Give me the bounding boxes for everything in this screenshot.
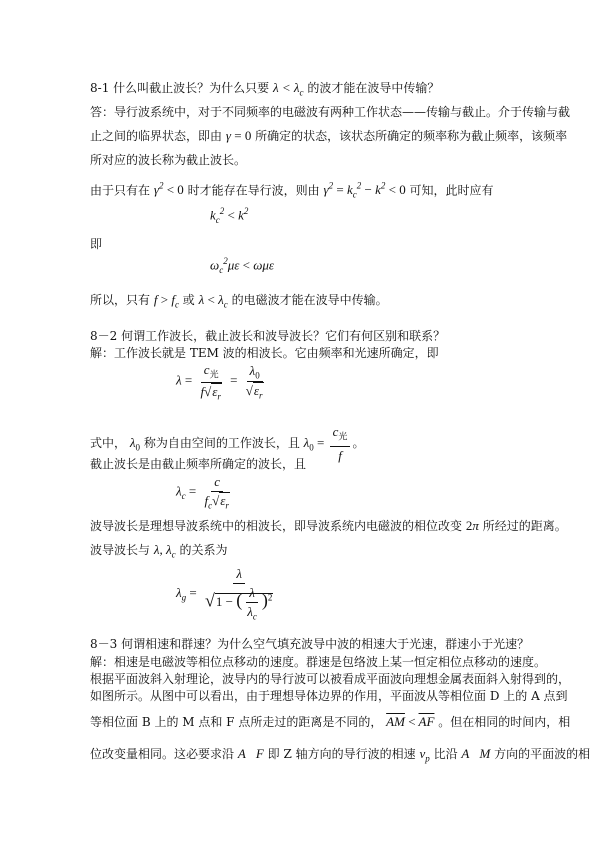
q2-answer-line-4: 波导波长是理想导波系统中的相波长，即导波系统内电磁波的相位改变 2π 所经过的距离。 [90, 518, 567, 533]
q3-title: 8－3 何谓相速和群速？为什么空气填充波导中波的相速大于光速，群速小于光速？ [90, 637, 530, 651]
equation-kc-lt-k: $k_c^2 < k^2$ [210, 206, 249, 225]
q2-answer-line-1: 解：工作波长就是 TEM 波的相波长。它由频率和光速所确定，即 [90, 346, 439, 360]
equation-omega: $\omega_c^2\mu\varepsilon < \omega\mu\varepsilon$ [210, 256, 275, 275]
q2-answer-line-5: 波导波长与 λ, $\lambda_c$ 的关系为 [90, 542, 228, 560]
q3-answer-line-2: 根据平面波斜入射理论，波导内的导行波可以被看成平面波向理想金属表面斜入射得到的， [90, 672, 571, 686]
equation-lambda-c: $\lambda_c$ = $\frac{c}{f_c√\varepsilon_r}$ [176, 474, 229, 511]
q2-answer-line-2: 式中， $\lambda_0$ 称为自由空间的工作波长，且 $\lambda_0$ = $\frac{c_光}{f}$ 。 [90, 424, 365, 463]
q1-answer-line-5: 所以，只有 $f > f_c$ 或 $\lambda < \lambda_c$ 的电磁波才能在波导中传输。 [90, 292, 388, 310]
q1-answer-line-4: 由于只有在 $\gamma^2 < 0$ 时才能存在导行波，则由 $\gamma^2 = k_c^2 - k^2 < 0$ 可知，此时应有 [90, 181, 494, 200]
q1-answer-line-2: 止之间的临界状态，即由 γ = 0 所确定的状态，该状态所确定的频率称为截止频率，该频率 [90, 128, 568, 143]
q1-answer-line-1: 答：导行波系统中，对于不同频率的电磁波有两种工作状态——传输与截止。介于传输与截 [90, 105, 571, 119]
q2-title: 8－2 何谓工作波长，截止波长和波导波长？它们有何区别和联系？ [90, 329, 446, 343]
q3-answer-line-3: 如图所示。从图中可以看出，由于理想导体边界的作用，平面波从等相位面 D 上的 A 点到 [90, 689, 568, 703]
q1-ji: 即 [90, 237, 103, 251]
q3-answer-line-5: 位改变量相同。这必要求沿 A⃗F 即 Z 轴方向的导行波的相速 $v_p$ 比沿 A⃗M 方向的平面波的相 [90, 746, 591, 764]
q1-answer-line-3: 所对应的波长称为截止波长。 [90, 153, 247, 167]
q2-answer-line-3: 截止波长是由截止频率所确定的波长，且 [90, 457, 307, 471]
q3-answer-line-4: 等相位面 B 上的 M 点和 F 点所走过的距离是不同的， $\overline{AM} < \overline{AF}$ 。但在相同的时间内，相 [90, 714, 571, 729]
equation-lambda: λ = $\frac{c_光}{f√\varepsilon_r}$ = $\frac{\lambda_0}{√\varepsilon_r}$ [176, 362, 263, 402]
equation-lambda-g: $\lambda_g$ = λ √1 − ( $\frac{\lambda}{\lambda_c}$ )$^2$ [176, 566, 273, 622]
q3-answer-line-1: 解：相速是电磁波等相位点移动的速度。群速是包络波上某一恒定相位点移动的速度。 [90, 655, 547, 669]
q1-title: 8-1 什么叫截止波长？为什么只要 $\lambda < \lambda_c$ 的波才能在波导中传输？ [90, 80, 440, 98]
